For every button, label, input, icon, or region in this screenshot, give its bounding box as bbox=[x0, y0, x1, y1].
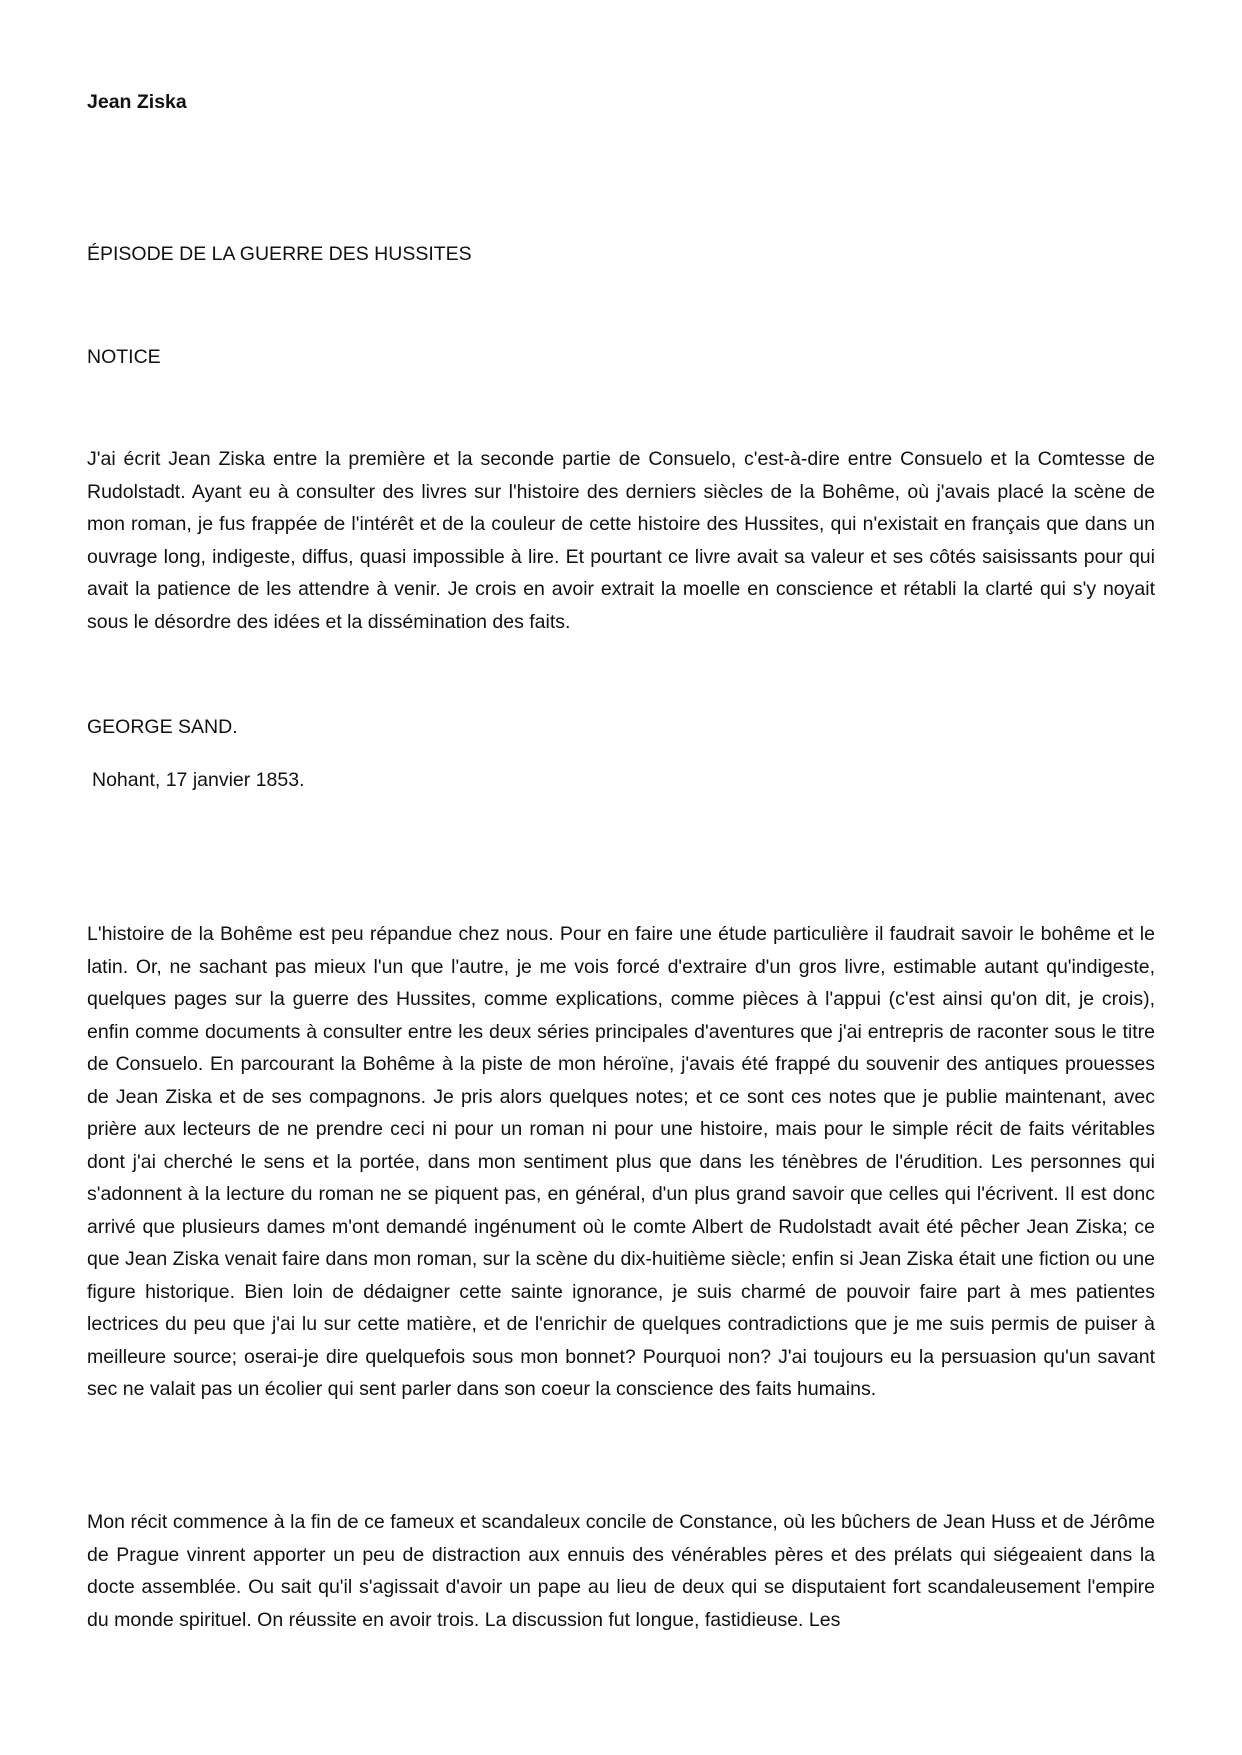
body-paragraph-1: L'histoire de la Bohême est peu répandue chez nous. Pour en faire une étude particulière il faudrait savoir le bohême et le latin. Or, ne sachant pas mieux l'un que l'autre, je me vois forcé d'extraire d'un gros livre, estimable autant qu'indigeste, quelques pages sur la guerre des Hussites, comme explications, comme pièces à l'appui (c'est ainsi qu'on dit, je crois), enfin comme documents à consulter entre les deux séries principales d'aventures que j'ai entrepris de raconter sous le titre de Consuelo. En parcourant la Bohême à la piste de mon héroïne, j'avais été frappé du souvenir des antiques prouesses de Jean Ziska et de ses compagnons. Je pris alors quelques notes; et ce sont ces notes que je publie maintenant, avec prière aux lecteurs de ne prendre ceci ni pour un roman ni pour une histoire, mais pour le simple récit de faits véritables dont j'ai cherché le sens et la portée, dans mon sentiment plus que dans les ténèbres de l'érudition. Les personnes qui s'adonnent à la lecture du roman ne se piquent pas, en général, d'un plus grand savoir que celles qui l'écrivent. Il est donc arrivé que plusieurs dames m'ont demandé ingénument où le comte Albert de Rudolstadt avait été pêcher Jean Ziska; ce que Jean Ziska venait faire dans mon roman, sur la scène du dix-huitième siècle; enfin si Jean Ziska était une fiction ou une figure historique. Bien loin de dédaigner cette sainte ignorance, je suis charmé de pouvoir faire part à mes patientes lectrices du peu que j'ai lu sur cette matière, et de l'enrichir de quelques contradictions que je me suis permis de puiser à meilleure source; oserai-je dire quelquefois sous mon bonnet? Pourquoi non? J'ai toujours eu la persuasion qu'un savant sec ne valait pas un écolier qui sent parler dans son coeur la conscience des faits humains. bbox=[87, 923, 1155, 1400]
episode-subtitle: ÉPISODE DE LA GUERRE DES HUSSITES bbox=[87, 243, 472, 265]
body-paragraph-2: Mon récit commence à la fin de ce fameux et scandaleux concile de Constance, où les bûchers de Jean Huss et de Jérôme de Prague vinrent apporter un peu de distraction aux ennuis des vénérables pères et des prélats qui siégeaient dans la docte assemblée. Ou sait qu'il s'agissait d'avoir un pape au lieu de deux qui se disputaient fort scandaleusement l'empire du monde spirituel. On réussite en avoir trois. La discussion fut longue, fastidieuse. Les bbox=[87, 1511, 1155, 1631]
notice-heading: NOTICE bbox=[87, 346, 161, 368]
notice-paragraph: J'ai écrit Jean Ziska entre la première et la seconde partie de Consuelo, c'est-à-dire entre Consuelo et la Comtesse de Rudolstadt. Ayant eu à consulter des livres sur l'histoire des derniers siècles de la Bohême, où j'avais placé la scène de mon roman, je fus frappée de l'intérêt et de la couleur de cette histoire des Hussites, qui n'existait en français que dans un ouvrage long, indigeste, diffus, quasi impossible à lire. Et pourtant ce livre avait sa valeur et ses côtés saisissants pour qui avait la patience de les attendre à venir. Je crois en avoir extrait la moelle en conscience et rétabli la clarté qui s'y noyait sous le désordre des idées et la dissémination des faits. bbox=[87, 448, 1155, 633]
author-signature: GEORGE SAND. bbox=[87, 716, 238, 738]
signature-date: Nohant, 17 janvier 1853. bbox=[92, 769, 305, 791]
document-title: Jean Ziska bbox=[87, 91, 187, 113]
